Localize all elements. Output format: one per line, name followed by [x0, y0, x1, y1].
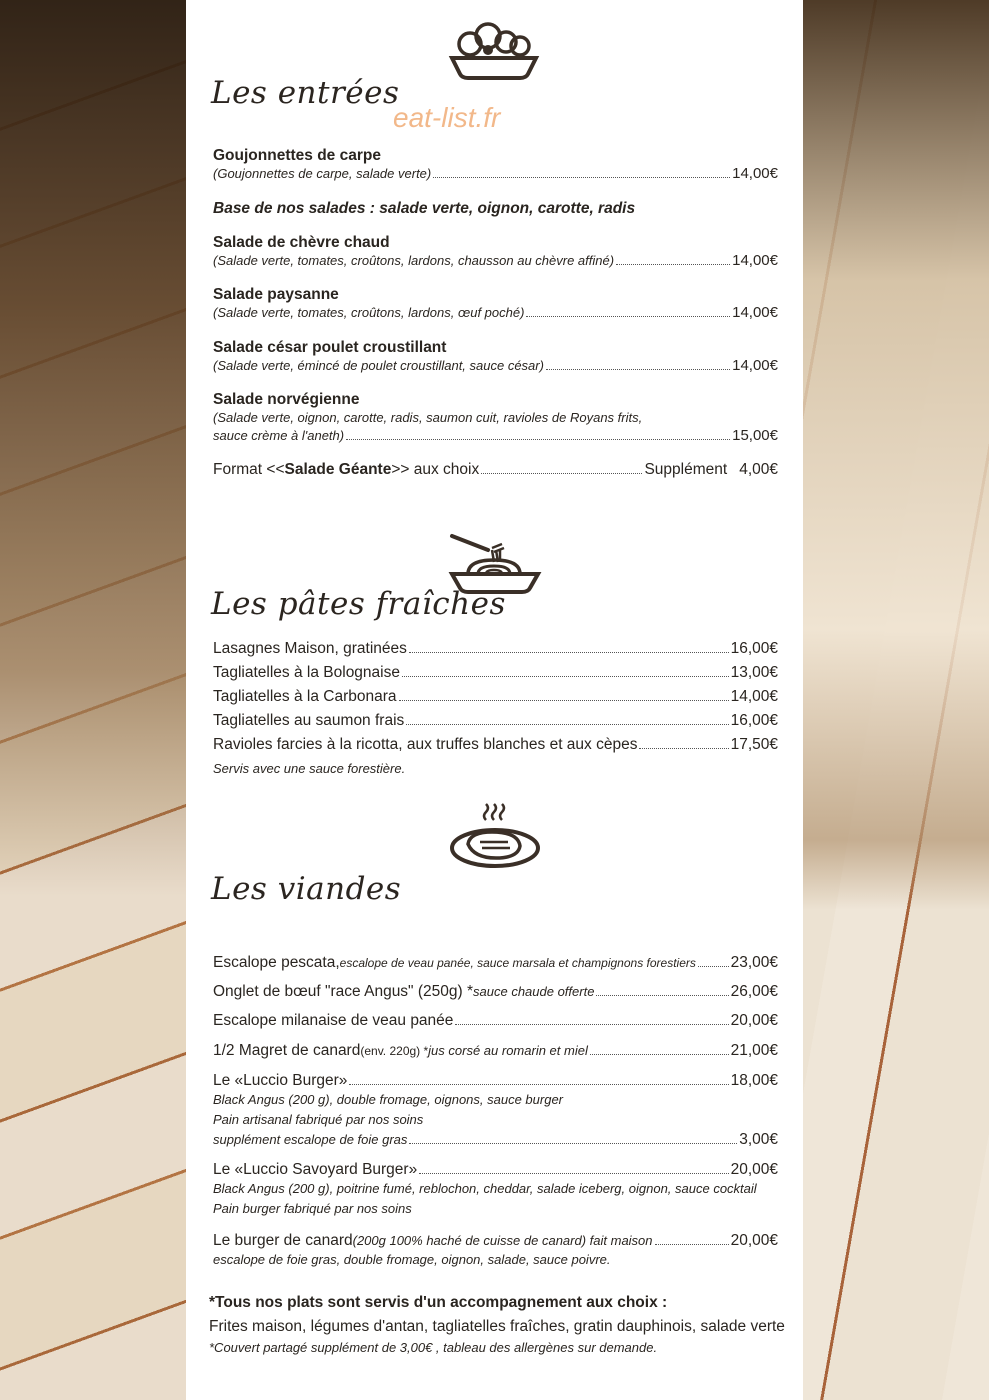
item-name: Tagliatelles à la Carbonara	[213, 688, 397, 705]
item-price: 18,00€	[730, 1072, 778, 1089]
item-price: 3,00€	[739, 1131, 778, 1148]
item-desc: sauce crème à l'aneth)	[213, 428, 345, 443]
giant-salad-format	[213, 461, 778, 479]
menu-page	[186, 0, 803, 1400]
format-price: 4,00€	[739, 461, 778, 478]
section-title-pates: Les pâtes fraîches	[211, 586, 506, 622]
item-name: Lasagnes Maison, gratinées	[213, 640, 407, 657]
item-price: 14,00€	[732, 165, 778, 182]
item-name: Onglet de bœuf "race Angus" (250g) *	[213, 983, 474, 1000]
item-price: 14,00€	[730, 688, 778, 705]
menu-item	[213, 664, 778, 682]
menu-item	[213, 391, 778, 445]
format-label: Supplément	[644, 461, 728, 478]
menu-item	[213, 286, 778, 322]
footer-note: *Couvert partagé supplément de 3,00€ , tableau des allergènes sur demande.	[209, 1340, 658, 1355]
menu-item	[213, 1232, 778, 1270]
menu-item	[213, 234, 778, 270]
item-desc: Black Angus (200 g), poitrine fumé, reblochon, cheddar, salade iceberg, oignon, sauce cocktail	[213, 1181, 757, 1196]
item-name: Tagliatelles à la Bolognaise	[213, 664, 400, 681]
salad-base-header: Base de nos salades : salade verte, oignon, carotte, radis	[213, 200, 636, 217]
menu-item	[213, 983, 778, 1001]
item-name: Le «Luccio Burger»	[213, 1072, 348, 1089]
menu-item	[213, 954, 778, 972]
item-price: 20,00€	[730, 1012, 778, 1029]
background-right-wood	[803, 0, 989, 1400]
item-desc: (Goujonnettes de carpe, salade verte)	[213, 166, 432, 181]
item-price: 20,00€	[730, 1161, 778, 1178]
item-price: 14,00€	[732, 252, 778, 269]
footer-sides: Frites maison, légumes d'antan, tagliatelles fraîches, gratin dauphinois, salade verte	[209, 1318, 785, 1335]
item-desc: sauce chaude offerte	[473, 984, 595, 999]
item-price: 14,00€	[732, 304, 778, 321]
item-price: 16,00€	[730, 640, 778, 657]
item-price: 15,00€	[732, 427, 778, 444]
item-price: 17,50€	[730, 736, 778, 753]
format-bold: Salade Géante	[284, 461, 392, 478]
format-prefix: Format <<	[213, 461, 285, 478]
item-name: Salade césar poulet croustillant	[213, 339, 447, 356]
item-name: Goujonnettes de carpe	[213, 147, 381, 164]
item-price: 20,00€	[730, 1232, 778, 1249]
item-price: 13,00€	[730, 664, 778, 681]
item-desc: (Salade verte, oignon, carotte, radis, saumon cuit, ravioles de Royans frits,	[213, 410, 643, 425]
item-name: Escalope milanaise de veau panée	[213, 1012, 454, 1029]
salad-bowl-icon	[448, 18, 540, 80]
item-name: Salade paysanne	[213, 286, 339, 303]
item-price: 26,00€	[730, 983, 778, 1000]
item-weight: (env. 220g) *	[360, 1044, 429, 1058]
steak-plate-icon	[448, 800, 542, 870]
menu-item	[213, 688, 778, 706]
item-desc: Pain artisanal fabriqué par nos soins	[213, 1112, 424, 1127]
item-desc: (Salade verte, émincé de poulet croustillant, sauce césar)	[213, 358, 544, 373]
item-desc: Pain burger fabriqué par nos soins	[213, 1201, 412, 1216]
item-desc: Black Angus (200 g), double fromage, oignons, sauce burger	[213, 1092, 564, 1107]
item-desc: escalope de veau panée, sauce marsala et champignons forestiers	[339, 956, 696, 970]
menu-item	[213, 147, 778, 183]
item-name: 1/2 Magret de canard	[213, 1042, 361, 1059]
section-title-viandes: Les viandes	[211, 871, 402, 907]
item-desc: (200g 100% haché de cuisse de canard) fait maison	[352, 1233, 653, 1248]
menu-item	[213, 1161, 778, 1219]
item-name: Salade norvégienne	[213, 391, 360, 408]
item-price: 16,00€	[730, 712, 778, 729]
item-name: Salade de chèvre chaud	[213, 234, 390, 251]
menu-item	[213, 1042, 778, 1060]
item-name: Le «Luccio Savoyard Burger»	[213, 1161, 418, 1178]
pasta-note: Servis avec une sauce forestière.	[213, 761, 406, 776]
format-suffix: >> aux choix	[391, 461, 480, 478]
menu-item	[213, 712, 778, 730]
item-supplement: supplément escalope de foie gras	[213, 1132, 408, 1147]
footer-title: *Tous nos plats sont servis d'un accompagnement aux choix :	[209, 1294, 668, 1311]
item-desc: jus corsé au romarin et miel	[428, 1043, 588, 1058]
menu-item	[213, 640, 778, 658]
menu-item	[213, 1072, 778, 1150]
item-desc: (Salade verte, tomates, croûtons, lardons, œuf poché)	[213, 305, 525, 320]
item-price: 14,00€	[732, 357, 778, 374]
item-name: Ravioles farcies à la ricotta, aux truffes blanches et aux cèpes	[213, 736, 638, 753]
item-name: Le burger de canard	[213, 1232, 353, 1249]
item-price: 21,00€	[730, 1042, 778, 1059]
item-price: 23,00€	[730, 954, 778, 971]
menu-item	[213, 736, 778, 754]
watermark: eat-list.fr	[393, 102, 501, 133]
item-name: Tagliatelles au saumon frais	[213, 712, 405, 729]
background-left-wood	[0, 0, 186, 1400]
section-title-entrees: Les entrées	[211, 75, 400, 111]
item-desc: escalope de foie gras, double fromage, oignon, salade, sauce poivre.	[213, 1252, 611, 1267]
item-desc: (Salade verte, tomates, croûtons, lardons, chausson au chèvre affiné)	[213, 253, 615, 268]
menu-item	[213, 1012, 778, 1030]
menu-item	[213, 339, 778, 375]
pasta-plate-icon	[448, 530, 542, 594]
item-name: Escalope pescata,	[213, 954, 340, 971]
